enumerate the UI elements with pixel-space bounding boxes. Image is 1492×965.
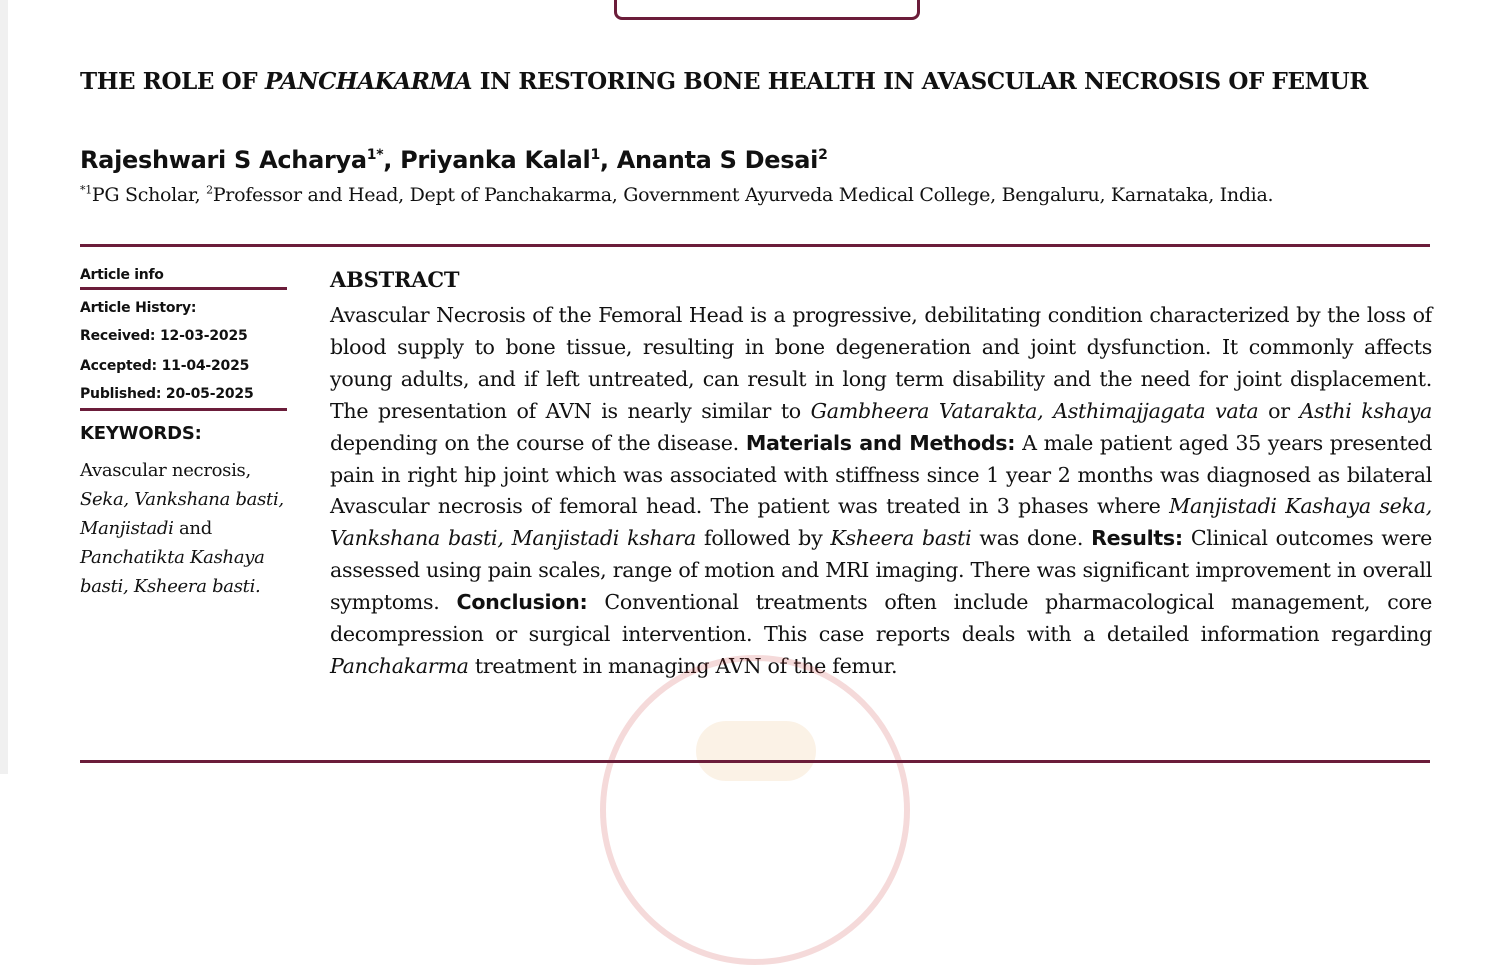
abstract-italic: Asthi kshaya	[1299, 398, 1432, 423]
abstract-italic: Panchakarma	[330, 653, 469, 678]
author-affil-mark: 1*	[366, 147, 384, 163]
author: Rajeshwari S Acharya	[80, 146, 367, 174]
abstract-body	[330, 300, 1432, 683]
abstract-section-label: Conclusion:	[456, 590, 588, 615]
received-date: Received: 12-03-2025	[80, 328, 248, 344]
keywords-heading: KEYWORDS:	[80, 423, 202, 444]
abstract-text: depending on the course of the disease.	[330, 430, 746, 455]
page-edge	[0, 0, 8, 774]
abstract-italic: Ksheera basti	[830, 526, 972, 551]
history-divider	[80, 408, 287, 411]
author-sep: ,	[383, 146, 401, 174]
abstract-italic: Gambheera Vatarakta, Asthimajjagata vata	[810, 398, 1259, 423]
affil-text-1: PG Scholar,	[91, 184, 207, 206]
title-part-2: IN RESTORING BONE HEALTH IN AVASCULAR NECROSIS OF FEMUR	[472, 68, 1369, 95]
article-type-badge	[614, 0, 920, 20]
abstract-text: followed by	[696, 526, 831, 551]
affil-text-2: Professor and Head, Dept of Panchakarma, Government Ayurveda Medical College, Bengaluru, Karnataka, India.	[212, 184, 1274, 206]
abstract-text: A male patient aged 35 years presented pain in right hip joint which was associated with stiffness since 1 year 2 months was diagnosed as bilateral Avascular necrosis of femoral head. The patient was treated in 3 phases where	[330, 430, 1432, 519]
article-info-divider	[80, 287, 287, 290]
accepted-date: Accepted: 11-04-2025	[80, 358, 250, 374]
keyword-text: and	[173, 518, 212, 539]
title-italic: PANCHAKARMA	[264, 68, 473, 95]
abstract-text: treatment in managing AVN of the femur.	[468, 653, 898, 678]
article-history-heading: Article History:	[80, 300, 197, 316]
published-date: Published: 20-05-2025	[80, 386, 254, 402]
keywords-list	[80, 456, 290, 601]
abstract-text: Conventional treatments often include pharmacological management, core decompression or surgical intervention. This case reports deals with a detailed information regarding	[330, 590, 1432, 647]
header-divider	[80, 244, 1430, 247]
journal-seal-watermark	[600, 655, 910, 965]
author-sep: ,	[599, 146, 617, 174]
abstract-text: or	[1258, 398, 1300, 423]
paper-title	[80, 64, 1420, 99]
title-part-1: THE ROLE OF	[80, 68, 265, 95]
author: Ananta S Desai	[616, 146, 819, 174]
abstract-section-label: Materials and Methods:	[745, 430, 1016, 455]
abstract-heading: ABSTRACT	[330, 267, 460, 292]
abstract-section-label: Results:	[1091, 526, 1183, 551]
author: Priyanka Kalal	[400, 146, 591, 174]
author-affil-mark: 1	[590, 147, 600, 163]
affil-mark: *1	[80, 183, 92, 197]
affil-mark: 2	[206, 183, 213, 197]
abstract-text: was done.	[971, 526, 1092, 551]
keyword-text: Avascular necrosis,	[80, 460, 251, 481]
abstract-text: Avascular Necrosis of the Femoral Head is a progressive, debilitating condition characterized by the loss of blood supply to bone tissue, resulting in bone degeneration and joint dysfunction. It commonly affects young adults, and if left untreated, can result in long term disability and the need for joint displacement. The presentation of AVN is nearly similar to	[330, 303, 1432, 423]
keyword-italic: Seka, Vankshana basti, Manjistadi	[80, 489, 284, 539]
affiliation	[80, 180, 1380, 211]
abstract-text: Clinical outcomes were assessed using pain scales, range of motion and MRI imaging. There was significant improvement in overall symptoms.	[330, 526, 1433, 615]
abstract-italic: Manjistadi Kashaya seka, Vankshana basti, Manjistadi kshara	[330, 494, 1432, 551]
keyword-italic: Panchatikta Kashaya basti, Ksheera basti.	[80, 547, 265, 597]
footer-divider	[80, 760, 1430, 763]
article-info-heading: Article info	[80, 267, 164, 283]
author-affil-mark: 2	[818, 147, 828, 163]
author-list	[80, 142, 1420, 178]
